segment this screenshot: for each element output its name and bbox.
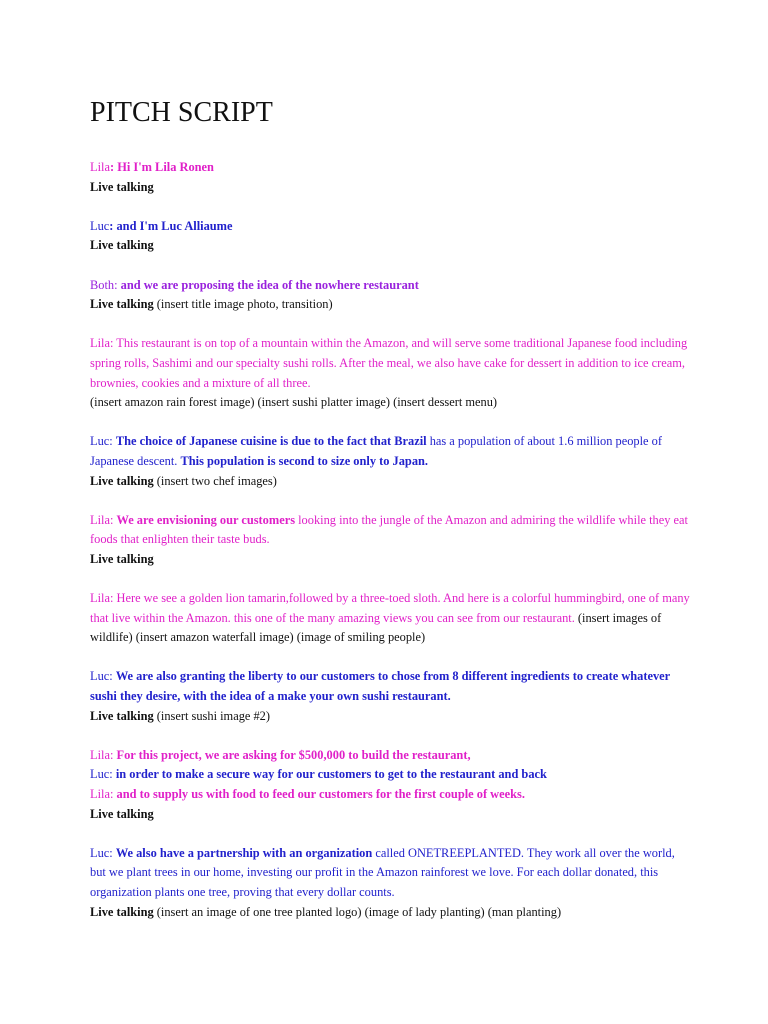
text-run: (insert two chef images) (153, 473, 277, 488)
text-run: Lila: This restaurant is on top of a mountain within the Amazon, and will serve some traditional Japanese food including spring rolls, Sashimi and our specialty sushi rolls. After the meal, we also have cake for dessert in addition to ice cream, brownies, cookies and a mixture of all three. (90, 336, 688, 390)
text-run: This population is second to size only to Japan. (180, 453, 429, 468)
text-run: Live talking (90, 297, 154, 312)
text-run: (insert sushi image #2) (153, 708, 271, 723)
script-paragraph (90, 511, 690, 550)
text-run: Live talking (90, 473, 154, 488)
script-line (90, 295, 690, 315)
script-line (90, 276, 690, 296)
text-run: Luc: (90, 767, 116, 782)
text-run: (insert images of wildlife) (insert amazon waterfall image) (image of smiling people) (90, 610, 662, 645)
script-paragraph (90, 393, 690, 413)
script-block (90, 511, 690, 570)
script-line (90, 178, 690, 198)
text-run: : Hi I'm Lila Ronen (109, 160, 214, 174)
script-block (90, 844, 690, 922)
script-body (90, 158, 690, 922)
script-block (90, 589, 690, 648)
script-paragraph (90, 667, 690, 706)
text-run: We are also granting the liberty to our customers to chose from 8 different ingredients to create whatever sushi they desire, with the idea of a make your own sushi restaurant. (90, 669, 670, 704)
script-block (90, 158, 690, 197)
text-run: Live talking (90, 179, 154, 194)
script-paragraph (90, 334, 690, 393)
script-paragraph (90, 844, 690, 903)
script-line (90, 217, 690, 237)
text-run: Lila (90, 160, 110, 174)
script-paragraph (90, 589, 690, 648)
script-paragraph (90, 903, 690, 923)
text-run: We are envisioning our customers (116, 512, 296, 527)
script-block (90, 217, 690, 256)
script-line (90, 785, 690, 805)
text-run: and to supply us with food to feed our customers for the first couple of weeks. (116, 787, 525, 801)
text-run: Lila: Here we see a golden lion tamarin,followed by a three-toed sloth. And here is a colorful hummingbird, one of many that live within the Amazon. this one of the many amazing views you can see from our restaurant. (90, 591, 690, 625)
text-run: Luc: (90, 669, 116, 684)
script-line (90, 158, 690, 178)
text-run: Live talking (90, 551, 154, 566)
script-block (90, 667, 690, 726)
text-run: The choice of Japanese cuisine is due to the fact that Brazil (115, 434, 427, 449)
text-run: Live talking (90, 904, 154, 919)
script-block (90, 334, 690, 412)
text-run: Luc: (90, 434, 116, 449)
text-run: : and I'm Luc Alliaume (109, 218, 233, 233)
text-run: Live talking (90, 806, 154, 821)
text-run: looking into the jungle of the Amazon and admiring the wildlife while they eat foods that enlighten their taste buds. (90, 512, 688, 547)
text-run: Lila: (90, 512, 117, 527)
text-run: For this project, we are asking for $500,000 to build the restaurant, (116, 747, 471, 762)
text-run: has a population of about 1.6 million people of Japanese descent. (90, 434, 662, 468)
text-run: Luc (90, 218, 110, 233)
script-block (90, 432, 690, 491)
script-paragraph (90, 707, 690, 727)
text-run: called ONETREEPLANTED. They work all over the world, but we plant trees in our home, investing our profit in the Amazon rainforest we love. For each dollar donated, this organization plants one tree, proving that every dollar counts. (90, 845, 675, 899)
text-run: Live talking (90, 238, 154, 253)
text-run: (insert title image photo, transition) (153, 297, 333, 312)
script-line (90, 765, 690, 785)
text-run: Live talking (90, 708, 154, 723)
text-run: Both: (90, 277, 121, 292)
script-block (90, 746, 690, 824)
script-paragraph (90, 432, 690, 471)
script-paragraph (90, 550, 690, 570)
script-block (90, 276, 690, 315)
text-run: in order to make a secure way for our customers to get to the restaurant and back (115, 767, 547, 782)
text-run: Lila: (90, 747, 117, 762)
script-paragraph (90, 472, 690, 492)
text-run: and we are proposing the idea of the nowhere restaurant (120, 277, 419, 292)
script-line (90, 236, 690, 256)
text-run: Lila: (90, 787, 117, 801)
text-run: (insert an image of one tree planted logo) (image of lady planting) (man planting) (153, 904, 562, 919)
script-line (90, 746, 690, 766)
script-line (90, 805, 690, 825)
text-run: (insert amazon rain forest image) (insert sushi platter image) (insert dessert menu) (90, 395, 498, 410)
text-run: Luc: (90, 845, 116, 860)
document-page (90, 96, 690, 942)
text-run: We also have a partnership with an organization (115, 845, 373, 860)
page-title: PITCH SCRIPT (90, 97, 273, 128)
